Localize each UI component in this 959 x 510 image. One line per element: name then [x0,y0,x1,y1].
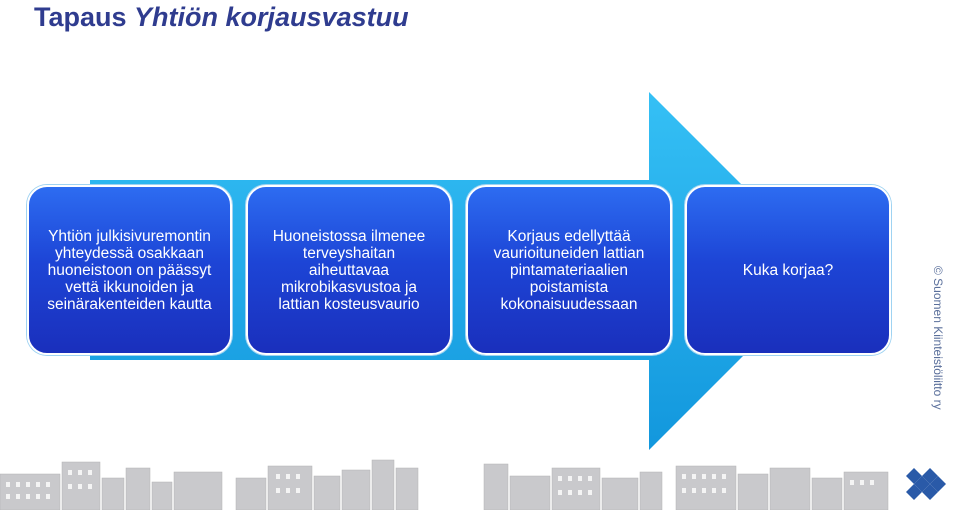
process-step-3 [466,185,672,355]
process-step-text: Yhtiön julkisivuremontin yhteydessä osakkaan huoneistoon on päässyt vettä ikkunoiden ja seinärakenteiden kautta [47,227,212,313]
slide-title-italic: Yhtiön korjausvastuu [134,2,409,32]
process-step-2 [246,185,452,355]
process-step-4 [685,185,891,355]
building-skyline-decoration [0,448,890,510]
copyright-text: © Suomen Kiinteistöliitto ry [931,266,945,410]
kiinteistoliitto-logo-icon [900,464,952,504]
process-step-1 [27,185,232,355]
process-step-text: Kuka korjaa? [742,261,834,279]
slide-title-plain: Tapaus [34,2,127,32]
process-step-text: Korjaus edellyttää vaurioituneiden lattian pintamateriaalien poistamista kokonaisuudessaan [493,227,645,313]
process-step-text: Huoneistossa ilmenee terveyshaitan aiheuttavaa mikrobikasvustoa ja lattian kosteusvaurio [272,227,426,313]
